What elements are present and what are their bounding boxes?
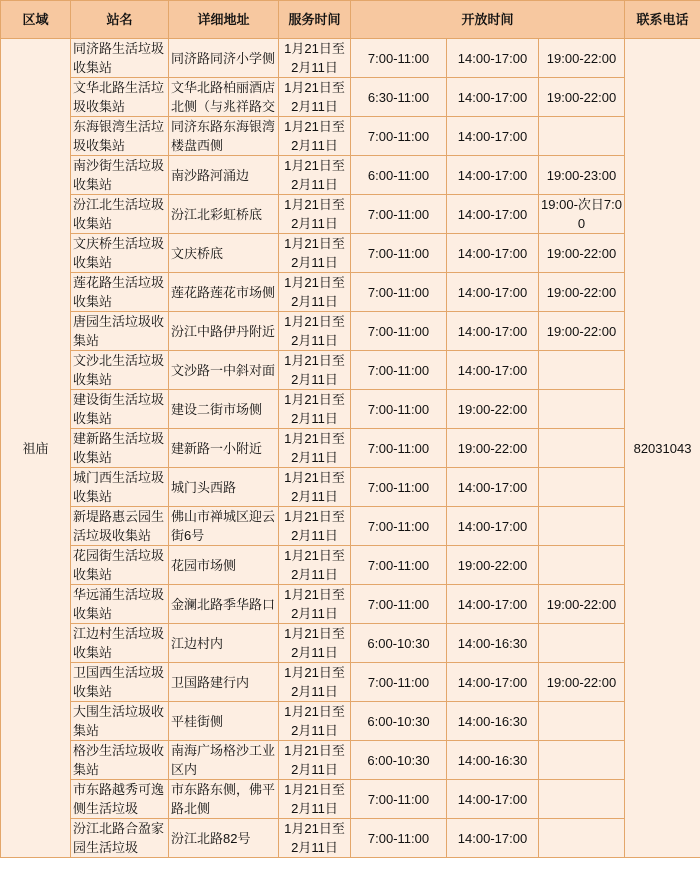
- table-row: [1, 312, 700, 351]
- station-name: [71, 507, 169, 546]
- service-period: [279, 429, 351, 468]
- station-name: [71, 546, 169, 585]
- station-address: [169, 39, 279, 78]
- service-period-text: 1月21日至2月11日: [284, 392, 345, 426]
- station-address: [169, 390, 279, 429]
- open-time-morning: 6:00-10:30: [351, 741, 447, 780]
- open-time-evening: [539, 78, 625, 117]
- station-name: [71, 39, 169, 78]
- station-name-text: 唐园生活垃圾收集站: [73, 314, 165, 348]
- station-address: [169, 585, 279, 624]
- station-address-text: 同济路同济小学侧: [171, 50, 276, 66]
- header-district: 区域: [1, 1, 71, 39]
- table-row: [1, 546, 700, 585]
- station-address-text: 南沙路河涌边: [171, 167, 250, 183]
- station-name: [71, 78, 169, 117]
- service-period: [279, 312, 351, 351]
- table-row: [1, 156, 700, 195]
- open-time-morning: 6:00-10:30: [351, 702, 447, 741]
- station-name-text: 新堤路惠云园生活垃圾收集站: [73, 509, 165, 543]
- station-address-text: 金澜北路季华路口: [171, 596, 276, 612]
- open-time-evening: [539, 234, 625, 273]
- service-period: [279, 546, 351, 585]
- station-name: [71, 273, 169, 312]
- service-period: [279, 468, 351, 507]
- phone-cell: 82031043: [625, 39, 700, 858]
- station-address-text: 汾江中路伊丹附近: [171, 323, 276, 339]
- service-period: [279, 117, 351, 156]
- service-period-text: 1月21日至2月11日: [284, 80, 345, 114]
- open-time-evening-text: 19:00-22:00: [546, 323, 617, 339]
- table-row: [1, 78, 700, 117]
- station-address-text: 文沙路一中斜对面: [171, 362, 276, 378]
- open-time-morning: 7:00-11:00: [351, 546, 447, 585]
- station-address: [169, 429, 279, 468]
- station-name: [71, 819, 169, 858]
- open-time-morning: 7:00-11:00: [351, 390, 447, 429]
- table-row: [1, 39, 700, 78]
- service-period: [279, 702, 351, 741]
- service-period: [279, 741, 351, 780]
- station-address-text: 江边村内: [171, 635, 224, 651]
- table-row: [1, 780, 700, 819]
- open-time-evening: [539, 117, 625, 156]
- service-period: [279, 780, 351, 819]
- station-name: [71, 585, 169, 624]
- open-time-morning: 7:00-11:00: [351, 39, 447, 78]
- service-period: [279, 234, 351, 273]
- service-period-text: 1月21日至2月11日: [284, 41, 345, 75]
- station-name-text: 文庆桥生活垃圾收集站: [73, 236, 165, 270]
- service-period: [279, 507, 351, 546]
- service-period-text: 1月21日至2月11日: [284, 704, 345, 738]
- open-time-evening: [539, 624, 625, 663]
- header-row: [1, 1, 700, 39]
- open-time-evening: [539, 546, 625, 585]
- open-time-afternoon: 14:00-17:00: [447, 351, 539, 390]
- open-time-afternoon: 14:00-17:00: [447, 819, 539, 858]
- open-time-morning: 7:00-11:00: [351, 234, 447, 273]
- station-address-text: 南海广场格沙工业区内: [171, 743, 276, 777]
- open-time-morning: 7:00-11:00: [351, 780, 447, 819]
- open-time-morning: 7:00-11:00: [351, 819, 447, 858]
- open-time-morning: 7:00-11:00: [351, 507, 447, 546]
- station-address-text: 建新路一小附近: [171, 440, 263, 456]
- open-time-morning: 7:00-11:00: [351, 351, 447, 390]
- open-time-evening: [539, 819, 625, 858]
- station-name: [71, 741, 169, 780]
- open-time-evening: [539, 195, 625, 234]
- station-name-text: 文华北路生活垃圾收集站: [73, 80, 165, 114]
- open-time-evening-text: 19:00-22:00: [546, 674, 617, 690]
- service-period: [279, 273, 351, 312]
- station-name: [71, 117, 169, 156]
- station-name: [71, 624, 169, 663]
- station-address-text: 佛山市禅城区迎云街6号: [171, 509, 276, 543]
- station-address-text: 汾江北路82号: [171, 830, 251, 846]
- station-name: [71, 780, 169, 819]
- station-address-text: 平桂街侧: [171, 713, 224, 729]
- station-name-text: 文沙北生活垃圾收集站: [73, 353, 165, 387]
- service-period-text: 1月21日至2月11日: [284, 743, 345, 777]
- open-time-afternoon: 19:00-22:00: [447, 390, 539, 429]
- open-time-afternoon: 14:00-17:00: [447, 117, 539, 156]
- station-address: [169, 624, 279, 663]
- station-name: [71, 234, 169, 273]
- station-name: [71, 156, 169, 195]
- service-period-text: 1月21日至2月11日: [284, 158, 345, 192]
- station-address-text: 卫国路建行内: [171, 674, 250, 690]
- open-time-morning: 7:00-11:00: [351, 273, 447, 312]
- station-name: [71, 351, 169, 390]
- service-period: [279, 78, 351, 117]
- station-address: [169, 819, 279, 858]
- open-time-morning: 7:00-11:00: [351, 312, 447, 351]
- service-period: [279, 351, 351, 390]
- station-address: [169, 507, 279, 546]
- station-name-text: 格沙生活垃圾收集站: [73, 743, 165, 777]
- header-address: 详细地址: [169, 1, 279, 39]
- station-address: [169, 663, 279, 702]
- station-name-text: 建设街生活垃圾收集站: [73, 392, 165, 426]
- table-row: [1, 468, 700, 507]
- service-period: [279, 156, 351, 195]
- open-time-evening: [539, 273, 625, 312]
- open-time-afternoon: 19:00-22:00: [447, 546, 539, 585]
- station-address: [169, 546, 279, 585]
- open-time-morning: 7:00-11:00: [351, 468, 447, 507]
- open-time-morning: 6:30-11:00: [351, 78, 447, 117]
- open-time-afternoon: 14:00-16:30: [447, 702, 539, 741]
- station-name-text: 南沙街生活垃圾收集站: [73, 158, 165, 192]
- service-period: [279, 624, 351, 663]
- service-period-text: 1月21日至2月11日: [284, 353, 345, 387]
- service-period-text: 1月21日至2月11日: [284, 275, 345, 309]
- open-time-afternoon: 14:00-17:00: [447, 780, 539, 819]
- station-address-text: 建设二街市场侧: [171, 401, 263, 417]
- table-row: [1, 702, 700, 741]
- service-period: [279, 195, 351, 234]
- open-time-evening: [539, 585, 625, 624]
- station-address: [169, 78, 279, 117]
- open-time-afternoon: 14:00-17:00: [447, 663, 539, 702]
- station-address: [169, 117, 279, 156]
- open-time-afternoon: 14:00-17:00: [447, 507, 539, 546]
- open-time-evening-text: 19:00-次日7:00: [541, 197, 622, 231]
- service-period-text: 1月21日至2月11日: [284, 509, 345, 543]
- open-time-evening-text: 19:00-22:00: [546, 50, 617, 66]
- open-time-afternoon: 14:00-17:00: [447, 234, 539, 273]
- table-row: [1, 741, 700, 780]
- station-name-text: 大围生活垃圾收集站: [73, 704, 165, 738]
- open-time-evening: [539, 351, 625, 390]
- open-time-afternoon: 14:00-17:00: [447, 312, 539, 351]
- open-time-evening-text: 19:00-22:00: [546, 245, 617, 261]
- station-name-text: 城门西生活垃圾收集站: [73, 470, 165, 504]
- station-address: [169, 234, 279, 273]
- open-time-afternoon: 19:00-22:00: [447, 429, 539, 468]
- open-time-morning: 7:00-11:00: [351, 117, 447, 156]
- station-address: [169, 741, 279, 780]
- open-time-evening-text: 19:00-22:00: [546, 89, 617, 105]
- service-period-text: 1月21日至2月11日: [284, 626, 345, 660]
- open-time-afternoon: 14:00-17:00: [447, 273, 539, 312]
- header-station: 站名: [71, 1, 169, 39]
- open-time-evening-text: 19:00-22:00: [546, 284, 617, 300]
- table-row: [1, 624, 700, 663]
- open-time-evening: [539, 780, 625, 819]
- open-time-evening: [539, 429, 625, 468]
- open-time-evening: [539, 312, 625, 351]
- service-period-text: 1月21日至2月11日: [284, 782, 345, 816]
- station-name-text: 江边村生活垃圾收集站: [73, 626, 165, 660]
- table-row: [1, 507, 700, 546]
- station-name: [71, 468, 169, 507]
- open-time-evening: [539, 663, 625, 702]
- open-time-morning: 6:00-10:30: [351, 624, 447, 663]
- station-address-text: 莲花路莲花市场侧: [171, 284, 276, 300]
- open-time-morning: 7:00-11:00: [351, 429, 447, 468]
- table-row: [1, 117, 700, 156]
- open-time-evening-text: 19:00-23:00: [546, 167, 617, 183]
- service-period: [279, 585, 351, 624]
- service-period-text: 1月21日至2月11日: [284, 470, 345, 504]
- station-address: [169, 273, 279, 312]
- station-name-text: 建新路生活垃圾收集站: [73, 431, 165, 465]
- station-address: [169, 312, 279, 351]
- station-name-text: 同济路生活垃圾收集站: [73, 41, 165, 75]
- open-time-morning: 6:00-11:00: [351, 156, 447, 195]
- open-time-afternoon: 14:00-16:30: [447, 624, 539, 663]
- table-row: [1, 234, 700, 273]
- station-address: [169, 468, 279, 507]
- station-address-text: 汾江北彩虹桥底: [171, 206, 263, 222]
- service-period-text: 1月21日至2月11日: [284, 197, 345, 231]
- open-time-evening: [539, 156, 625, 195]
- station-name: [71, 390, 169, 429]
- open-time-afternoon: 14:00-17:00: [447, 39, 539, 78]
- station-name: [71, 702, 169, 741]
- table-row: [1, 663, 700, 702]
- station-address-text: 市东路东侧，佛平路北侧: [171, 782, 276, 816]
- open-time-afternoon: 14:00-17:00: [447, 585, 539, 624]
- station-address-text: 文庆桥底: [171, 245, 224, 261]
- open-time-morning: 7:00-11:00: [351, 585, 447, 624]
- service-period-text: 1月21日至2月11日: [284, 587, 345, 621]
- station-address-text: 城门头西路: [171, 479, 237, 495]
- service-period-text: 1月21日至2月11日: [284, 314, 345, 348]
- station-name: [71, 312, 169, 351]
- service-period-text: 1月21日至2月11日: [284, 821, 345, 855]
- service-period: [279, 39, 351, 78]
- table-row: [1, 273, 700, 312]
- station-address: [169, 156, 279, 195]
- service-period-text: 1月21日至2月11日: [284, 431, 345, 465]
- service-period-text: 1月21日至2月11日: [284, 665, 345, 699]
- service-period-text: 1月21日至2月11日: [284, 548, 345, 582]
- station-name-text: 汾江北路合盈家园生活垃圾: [73, 821, 165, 855]
- service-period: [279, 390, 351, 429]
- table-row: [1, 429, 700, 468]
- station-name-text: 市东路越秀可逸侧生活垃圾: [73, 782, 165, 816]
- station-name-text: 花园街生活垃圾收集站: [73, 548, 165, 582]
- open-time-afternoon: 14:00-17:00: [447, 468, 539, 507]
- service-period: [279, 819, 351, 858]
- service-period: [279, 663, 351, 702]
- station-name-text: 莲花路生活垃圾收集站: [73, 275, 165, 309]
- open-time-evening: [539, 507, 625, 546]
- open-time-afternoon: 14:00-17:00: [447, 78, 539, 117]
- station-address: [169, 195, 279, 234]
- open-time-afternoon: 14:00-16:30: [447, 741, 539, 780]
- station-name: [71, 663, 169, 702]
- open-time-evening: [539, 741, 625, 780]
- station-name-text: 华远涌生活垃圾收集站: [73, 587, 165, 621]
- header-open-time: 开放时间: [351, 1, 625, 39]
- station-name: [71, 195, 169, 234]
- station-address: [169, 351, 279, 390]
- header-service-time: 服务时间: [279, 1, 351, 39]
- table-row: [1, 195, 700, 234]
- station-name-text: 东海银湾生活垃圾收集站: [73, 119, 165, 153]
- table-row: [1, 819, 700, 858]
- open-time-afternoon: 14:00-17:00: [447, 156, 539, 195]
- open-time-evening: [539, 702, 625, 741]
- open-time-evening: [539, 468, 625, 507]
- open-time-morning: 7:00-11:00: [351, 663, 447, 702]
- station-address: [169, 780, 279, 819]
- open-time-evening: [539, 39, 625, 78]
- service-period-text: 1月21日至2月11日: [284, 236, 345, 270]
- open-time-evening: [539, 390, 625, 429]
- station-address-text: 文华北路柏丽酒店北侧（与兆祥路交: [171, 80, 276, 114]
- station-name-text: 卫国西生活垃圾收集站: [73, 665, 165, 699]
- station-address: [169, 702, 279, 741]
- station-address-text: 花园市场侧: [171, 557, 237, 573]
- open-time-evening-text: 19:00-22:00: [546, 596, 617, 612]
- service-period-text: 1月21日至2月11日: [284, 119, 345, 153]
- header-phone: 联系电话: [625, 1, 700, 39]
- station-address-text: 同济东路东海银湾楼盘西侧: [171, 119, 276, 153]
- station-name-text: 汾江北生活垃圾收集站: [73, 197, 165, 231]
- open-time-morning: 7:00-11:00: [351, 195, 447, 234]
- district-cell: 祖庙: [1, 39, 71, 858]
- open-time-afternoon: 14:00-17:00: [447, 195, 539, 234]
- table-row: [1, 585, 700, 624]
- table-row: [1, 351, 700, 390]
- table-row: [1, 390, 700, 429]
- station-name: [71, 429, 169, 468]
